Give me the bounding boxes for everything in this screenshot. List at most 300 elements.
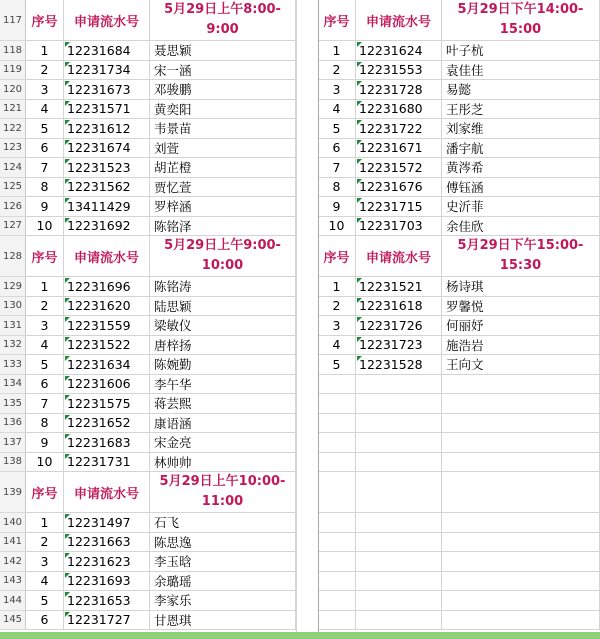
serial-number-cell[interactable] <box>356 336 442 355</box>
row-header[interactable]: 139 <box>0 472 26 513</box>
serial-number-cell[interactable] <box>64 552 150 571</box>
serial-number-cell[interactable] <box>356 119 442 138</box>
header-time-slot[interactable]: 5月29日下午14:00-15:00 <box>442 0 600 40</box>
text-number-indicator-icon <box>357 101 362 106</box>
serial-number-cell[interactable] <box>64 61 150 80</box>
name-cell[interactable]: 潘宇航 <box>442 139 600 158</box>
name-cell[interactable]: 罗梓涵 <box>150 197 296 216</box>
seq-cell[interactable]: 4 <box>318 100 356 119</box>
seq-cell[interactable]: 5 <box>26 591 64 610</box>
name-cell[interactable]: 邓骏鹏 <box>150 80 296 99</box>
empty-cell[interactable] <box>318 453 356 472</box>
serial-number-cell[interactable] <box>64 297 150 316</box>
row-header[interactable]: 123 <box>0 139 26 159</box>
row-header[interactable]: 143 <box>0 572 26 592</box>
text-number-indicator-icon <box>357 218 362 223</box>
serial-number-text: 12231722 <box>359 120 423 136</box>
row-header[interactable]: 142 <box>0 552 26 572</box>
seq-cell[interactable]: 10 <box>26 217 64 236</box>
row-header[interactable]: 128 <box>0 236 26 277</box>
table-row <box>26 80 296 100</box>
seq-cell[interactable]: 2 <box>26 297 64 316</box>
header-serial-number[interactable]: 申请流水号 <box>356 236 442 276</box>
table-row <box>26 591 296 611</box>
seq-cell[interactable]: 2 <box>26 533 64 552</box>
header-seq[interactable]: 序号 <box>26 0 64 40</box>
serial-number-cell[interactable] <box>356 217 442 236</box>
row-header[interactable]: 125 <box>0 178 26 198</box>
name-cell[interactable]: 余佳欣 <box>442 217 600 236</box>
serial-number-text: 12231623 <box>67 553 131 569</box>
name-cell[interactable]: 李家乐 <box>150 591 296 610</box>
row-header[interactable]: 137 <box>0 433 26 453</box>
empty-cell[interactable] <box>356 591 442 610</box>
text-number-indicator-icon <box>357 317 362 322</box>
row-header[interactable]: 138 <box>0 453 26 473</box>
empty-row[interactable] <box>318 552 600 572</box>
row-header[interactable]: 121 <box>0 100 26 120</box>
header-seq[interactable]: 序号 <box>26 472 64 512</box>
serial-number-text: 12231663 <box>67 534 131 550</box>
name-cell[interactable]: 陈思逸 <box>150 533 296 552</box>
serial-number-text: 12231673 <box>67 81 131 97</box>
row-header[interactable]: 120 <box>0 80 26 100</box>
name-cell[interactable]: 王彤芝 <box>442 100 600 119</box>
name-cell[interactable]: 贾忆萱 <box>150 178 296 197</box>
table-row <box>26 217 296 237</box>
serial-number-cell[interactable] <box>64 80 150 99</box>
serial-number-text: 12231521 <box>359 278 423 294</box>
row-header[interactable]: 135 <box>0 394 26 414</box>
serial-number-cell[interactable] <box>64 414 150 433</box>
seq-cell[interactable]: 1 <box>26 277 64 296</box>
table-row <box>318 61 600 81</box>
empty-row[interactable] <box>318 513 600 533</box>
serial-number-text: 12231606 <box>67 376 131 392</box>
header-serial-number[interactable]: 申请流水号 <box>64 472 150 512</box>
seq-cell[interactable]: 6 <box>26 611 64 630</box>
seq-cell[interactable]: 5 <box>26 119 64 138</box>
serial-number-cell[interactable] <box>64 197 150 216</box>
serial-number-cell[interactable] <box>64 41 150 60</box>
text-number-indicator-icon <box>357 198 362 203</box>
row-header[interactable]: 132 <box>0 336 26 356</box>
empty-cell[interactable] <box>356 453 442 472</box>
empty-cell[interactable] <box>442 453 600 472</box>
serial-number-text: 12231562 <box>67 179 131 195</box>
serial-number-cell[interactable] <box>64 355 150 374</box>
empty-cell[interactable] <box>318 513 356 532</box>
seq-cell[interactable]: 2 <box>318 297 356 316</box>
empty-row[interactable] <box>318 572 600 592</box>
empty-cell[interactable] <box>356 533 442 552</box>
serial-number-text: 12231728 <box>359 81 423 97</box>
table-row <box>318 139 600 159</box>
serial-number-cell[interactable] <box>356 61 442 80</box>
serial-number-cell[interactable] <box>64 394 150 413</box>
empty-cell[interactable] <box>356 394 442 413</box>
name-cell[interactable]: 石飞 <box>150 513 296 532</box>
name-cell[interactable]: 胡芷橙 <box>150 158 296 177</box>
name-cell[interactable]: 蒋芸熙 <box>150 394 296 413</box>
row-header[interactable]: 127 <box>0 217 26 237</box>
serial-number-cell[interactable] <box>64 158 150 177</box>
table-row <box>318 178 600 198</box>
table-row <box>26 552 296 572</box>
seq-cell[interactable]: 3 <box>26 80 64 99</box>
text-number-indicator-icon <box>65 553 70 558</box>
text-number-indicator-icon <box>357 278 362 283</box>
column-divider <box>318 0 319 639</box>
serial-number-text: 13411429 <box>67 198 131 214</box>
name-cell[interactable]: 袁佳佳 <box>442 61 600 80</box>
table-row <box>26 41 296 61</box>
name-cell[interactable]: 史沂菲 <box>442 197 600 216</box>
empty-cell[interactable] <box>442 611 600 630</box>
serial-number-cell[interactable] <box>356 197 442 216</box>
empty-row[interactable] <box>318 394 600 414</box>
serial-number-text: 12231612 <box>67 120 131 136</box>
serial-number-text: 12231523 <box>67 159 131 175</box>
serial-number-cell[interactable] <box>64 277 150 296</box>
name-cell[interactable]: 唐梓扬 <box>150 336 296 355</box>
empty-cell[interactable] <box>318 572 356 591</box>
name-cell[interactable]: 黄涔希 <box>442 158 600 177</box>
name-cell[interactable]: 聂思颖 <box>150 41 296 60</box>
text-number-indicator-icon <box>65 434 70 439</box>
table-row <box>26 453 296 473</box>
serial-number-cell[interactable] <box>64 591 150 610</box>
text-number-indicator-icon <box>357 356 362 361</box>
empty-cell[interactable] <box>356 472 442 512</box>
name-cell[interactable]: 宋一涵 <box>150 61 296 80</box>
serial-number-text: 12231522 <box>67 337 131 353</box>
serial-number-cell[interactable] <box>356 316 442 335</box>
serial-number-text: 12231620 <box>67 298 131 314</box>
text-number-indicator-icon <box>65 337 70 342</box>
serial-number-cell[interactable] <box>64 119 150 138</box>
empty-row[interactable] <box>318 453 600 473</box>
serial-number-text: 12231497 <box>67 514 131 530</box>
header-serial-number[interactable]: 申请流水号 <box>64 0 150 40</box>
serial-number-text: 12231652 <box>67 415 131 431</box>
seq-cell[interactable]: 4 <box>26 572 64 591</box>
seq-cell[interactable]: 5 <box>318 355 356 374</box>
name-cell[interactable]: 甘恩琪 <box>150 611 296 630</box>
header-seq[interactable]: 序号 <box>26 236 64 276</box>
serial-number-cell[interactable] <box>356 277 442 296</box>
empty-cell[interactable] <box>318 414 356 433</box>
text-number-indicator-icon <box>65 415 70 420</box>
serial-number-text: 12231692 <box>67 218 131 234</box>
serial-number-cell[interactable] <box>64 513 150 532</box>
empty-row[interactable] <box>318 375 600 395</box>
empty-cell[interactable] <box>318 394 356 413</box>
serial-number-cell[interactable] <box>64 336 150 355</box>
text-number-indicator-icon <box>357 337 362 342</box>
header-time-slot[interactable]: 5月29日上午8:00-9:00 <box>150 0 296 40</box>
empty-cell[interactable] <box>318 552 356 571</box>
row-header[interactable]: 117 <box>0 0 26 41</box>
serial-number-text: 12231727 <box>67 612 131 628</box>
empty-row[interactable] <box>318 433 600 453</box>
serial-number-text: 12231624 <box>359 42 423 58</box>
seq-cell[interactable]: 3 <box>26 552 64 571</box>
row-header[interactable]: 119 <box>0 61 26 81</box>
text-number-indicator-icon <box>65 218 70 223</box>
header-time-slot[interactable]: 5月29日上午9:00-10:00 <box>150 236 296 276</box>
serial-number-cell[interactable] <box>64 453 150 472</box>
seq-cell[interactable]: 4 <box>318 336 356 355</box>
header-serial-number[interactable]: 申请流水号 <box>356 0 442 40</box>
name-cell[interactable]: 李玉晗 <box>150 552 296 571</box>
name-cell[interactable]: 陈婉勤 <box>150 355 296 374</box>
seq-cell[interactable]: 2 <box>318 61 356 80</box>
serial-number-cell[interactable] <box>64 217 150 236</box>
seq-cell[interactable]: 4 <box>26 100 64 119</box>
row-header[interactable]: 140 <box>0 513 26 533</box>
table-row <box>26 178 296 198</box>
serial-number-cell[interactable] <box>356 158 442 177</box>
serial-number-cell[interactable] <box>64 433 150 452</box>
empty-cell[interactable] <box>356 552 442 571</box>
table-row <box>318 80 600 100</box>
serial-number-cell[interactable] <box>356 80 442 99</box>
text-number-indicator-icon <box>357 179 362 184</box>
empty-cell[interactable] <box>318 591 356 610</box>
seq-cell[interactable]: 7 <box>318 158 356 177</box>
serial-number-cell[interactable] <box>64 178 150 197</box>
empty-row[interactable] <box>318 611 600 631</box>
seq-cell[interactable]: 9 <box>26 433 64 452</box>
header-time-slot[interactable]: 5月29日下午15:00-15:30 <box>442 236 600 276</box>
serial-number-text: 12231528 <box>359 356 423 372</box>
seq-cell[interactable]: 1 <box>26 41 64 60</box>
name-cell[interactable]: 陈铭泽 <box>150 217 296 236</box>
text-number-indicator-icon <box>65 101 70 106</box>
name-cell[interactable]: 康语涵 <box>150 414 296 433</box>
name-cell[interactable]: 余璐瑶 <box>150 572 296 591</box>
seq-cell[interactable]: 3 <box>318 316 356 335</box>
empty-cell[interactable] <box>442 552 600 571</box>
name-cell[interactable]: 易懿 <box>442 80 600 99</box>
serial-number-text: 12231734 <box>67 62 131 78</box>
seq-cell[interactable]: 6 <box>26 139 64 158</box>
serial-number-cell[interactable] <box>356 178 442 197</box>
empty-cell[interactable] <box>442 394 600 413</box>
seq-cell[interactable]: 5 <box>318 119 356 138</box>
row-header[interactable]: 133 <box>0 355 26 375</box>
header-seq[interactable]: 序号 <box>318 0 356 40</box>
empty-row[interactable] <box>318 533 600 553</box>
serial-number-cell[interactable] <box>64 316 150 335</box>
row-header[interactable]: 129 <box>0 277 26 297</box>
serial-number-cell[interactable] <box>64 375 150 394</box>
seq-cell[interactable]: 1 <box>318 277 356 296</box>
empty-cell[interactable] <box>442 472 600 512</box>
row-header[interactable]: 124 <box>0 158 26 178</box>
empty-cell[interactable] <box>442 572 600 591</box>
header-row <box>318 236 600 277</box>
text-number-indicator-icon <box>357 298 362 303</box>
name-cell[interactable]: 黄奕阳 <box>150 100 296 119</box>
name-cell[interactable]: 韦景苗 <box>150 119 296 138</box>
text-number-indicator-icon <box>65 454 70 459</box>
empty-cell[interactable] <box>318 433 356 452</box>
name-cell[interactable]: 杨诗琪 <box>442 277 600 296</box>
empty-cell[interactable] <box>442 533 600 552</box>
header-time-slot[interactable]: 5月29日上午10:00-11:00 <box>150 472 296 512</box>
text-number-indicator-icon <box>65 179 70 184</box>
seq-cell[interactable]: 1 <box>26 513 64 532</box>
empty-cell[interactable] <box>318 472 356 512</box>
name-cell[interactable]: 林帅帅 <box>150 453 296 472</box>
serial-number-text: 12231571 <box>67 101 131 117</box>
seq-cell[interactable]: 8 <box>318 178 356 197</box>
seq-cell[interactable]: 3 <box>318 80 356 99</box>
serial-number-cell[interactable] <box>64 533 150 552</box>
table-row <box>26 316 296 336</box>
serial-number-cell[interactable] <box>356 100 442 119</box>
text-number-indicator-icon <box>65 81 70 86</box>
text-number-indicator-icon <box>65 592 70 597</box>
empty-row[interactable] <box>318 414 600 434</box>
serial-number-cell[interactable] <box>64 100 150 119</box>
header-row <box>26 236 296 277</box>
serial-number-cell[interactable] <box>64 572 150 591</box>
table-row <box>318 277 600 297</box>
table-row <box>26 61 296 81</box>
text-number-indicator-icon <box>357 81 362 86</box>
name-cell[interactable]: 施浩岩 <box>442 336 600 355</box>
empty-cell[interactable] <box>318 611 356 630</box>
empty-cell[interactable] <box>356 375 442 394</box>
row-header[interactable]: 131 <box>0 316 26 336</box>
table-row <box>26 119 296 139</box>
table-row <box>318 217 600 237</box>
serial-number-text: 12231703 <box>359 218 423 234</box>
seq-cell[interactable]: 10 <box>318 217 356 236</box>
empty-cell[interactable] <box>442 591 600 610</box>
seq-cell[interactable]: 8 <box>26 414 64 433</box>
empty-cell[interactable] <box>356 513 442 532</box>
seq-cell[interactable]: 7 <box>26 394 64 413</box>
name-cell[interactable]: 宋金亮 <box>150 433 296 452</box>
empty-row[interactable] <box>318 472 600 513</box>
serial-number-text: 12231674 <box>67 140 131 156</box>
text-number-indicator-icon <box>65 198 70 203</box>
serial-number-text: 12231653 <box>67 592 131 608</box>
row-header[interactable]: 118 <box>0 41 26 61</box>
row-header[interactable]: 122 <box>0 119 26 139</box>
text-number-indicator-icon <box>65 317 70 322</box>
text-number-indicator-icon <box>65 395 70 400</box>
seq-cell[interactable]: 9 <box>318 197 356 216</box>
seq-cell[interactable]: 7 <box>26 158 64 177</box>
seq-cell[interactable]: 2 <box>26 61 64 80</box>
serial-number-cell[interactable] <box>356 139 442 158</box>
text-number-indicator-icon <box>65 159 70 164</box>
empty-cell[interactable] <box>356 433 442 452</box>
name-cell[interactable]: 傅钰涵 <box>442 178 600 197</box>
seq-cell[interactable]: 3 <box>26 316 64 335</box>
empty-cell[interactable] <box>356 572 442 591</box>
row-header[interactable]: 141 <box>0 533 26 553</box>
text-number-indicator-icon <box>65 573 70 578</box>
name-cell[interactable]: 陆思颖 <box>150 297 296 316</box>
text-number-indicator-icon <box>357 140 362 145</box>
serial-number-cell[interactable] <box>356 355 442 374</box>
header-row <box>318 0 600 41</box>
table-row <box>26 100 296 120</box>
text-number-indicator-icon <box>357 62 362 67</box>
serial-number-text: 12231572 <box>359 159 423 175</box>
serial-number-text: 12231634 <box>67 356 131 372</box>
name-cell[interactable]: 何丽妤 <box>442 316 600 335</box>
table-row <box>318 297 600 317</box>
empty-cell[interactable] <box>442 414 600 433</box>
serial-number-cell[interactable] <box>356 297 442 316</box>
serial-number-cell[interactable] <box>356 41 442 60</box>
serial-number-text: 12231676 <box>359 179 423 195</box>
empty-cell[interactable] <box>318 533 356 552</box>
name-cell[interactable]: 李午华 <box>150 375 296 394</box>
name-cell[interactable]: 叶子杭 <box>442 41 600 60</box>
seq-cell[interactable]: 6 <box>26 375 64 394</box>
serial-number-text: 12231715 <box>359 198 423 214</box>
seq-cell[interactable]: 5 <box>26 355 64 374</box>
text-number-indicator-icon <box>65 140 70 145</box>
text-number-indicator-icon <box>65 514 70 519</box>
name-cell[interactable]: 罗馨悦 <box>442 297 600 316</box>
row-header[interactable]: 126 <box>0 197 26 217</box>
name-cell[interactable]: 陈铭涛 <box>150 277 296 296</box>
table-row <box>318 158 600 178</box>
empty-cell[interactable] <box>356 611 442 630</box>
seq-cell[interactable]: 6 <box>318 139 356 158</box>
empty-cell[interactable] <box>442 433 600 452</box>
header-seq[interactable]: 序号 <box>318 236 356 276</box>
name-cell[interactable]: 王向文 <box>442 355 600 374</box>
row-header[interactable]: 134 <box>0 375 26 395</box>
row-header[interactable]: 144 <box>0 591 26 611</box>
table-row <box>26 611 296 631</box>
serial-number-cell[interactable] <box>64 139 150 158</box>
empty-cell[interactable] <box>442 375 600 394</box>
header-serial-number[interactable]: 申请流水号 <box>64 236 150 276</box>
seq-cell[interactable]: 8 <box>26 178 64 197</box>
seq-cell[interactable]: 10 <box>26 453 64 472</box>
serial-number-cell[interactable] <box>64 611 150 630</box>
row-header[interactable]: 130 <box>0 297 26 317</box>
row-header[interactable]: 145 <box>0 611 26 631</box>
empty-cell[interactable] <box>318 375 356 394</box>
seq-cell[interactable]: 1 <box>318 41 356 60</box>
text-number-indicator-icon <box>65 356 70 361</box>
seq-cell[interactable]: 4 <box>26 336 64 355</box>
seq-cell[interactable]: 9 <box>26 197 64 216</box>
name-cell[interactable]: 刘萱 <box>150 139 296 158</box>
serial-number-text: 12231671 <box>359 140 423 156</box>
name-cell[interactable]: 梁敏仪 <box>150 316 296 335</box>
row-header[interactable]: 136 <box>0 414 26 434</box>
header-row <box>26 0 296 41</box>
table-row <box>26 513 296 533</box>
empty-cell[interactable] <box>356 414 442 433</box>
name-cell[interactable]: 刘家维 <box>442 119 600 138</box>
empty-cell[interactable] <box>442 513 600 532</box>
empty-row[interactable] <box>318 591 600 611</box>
